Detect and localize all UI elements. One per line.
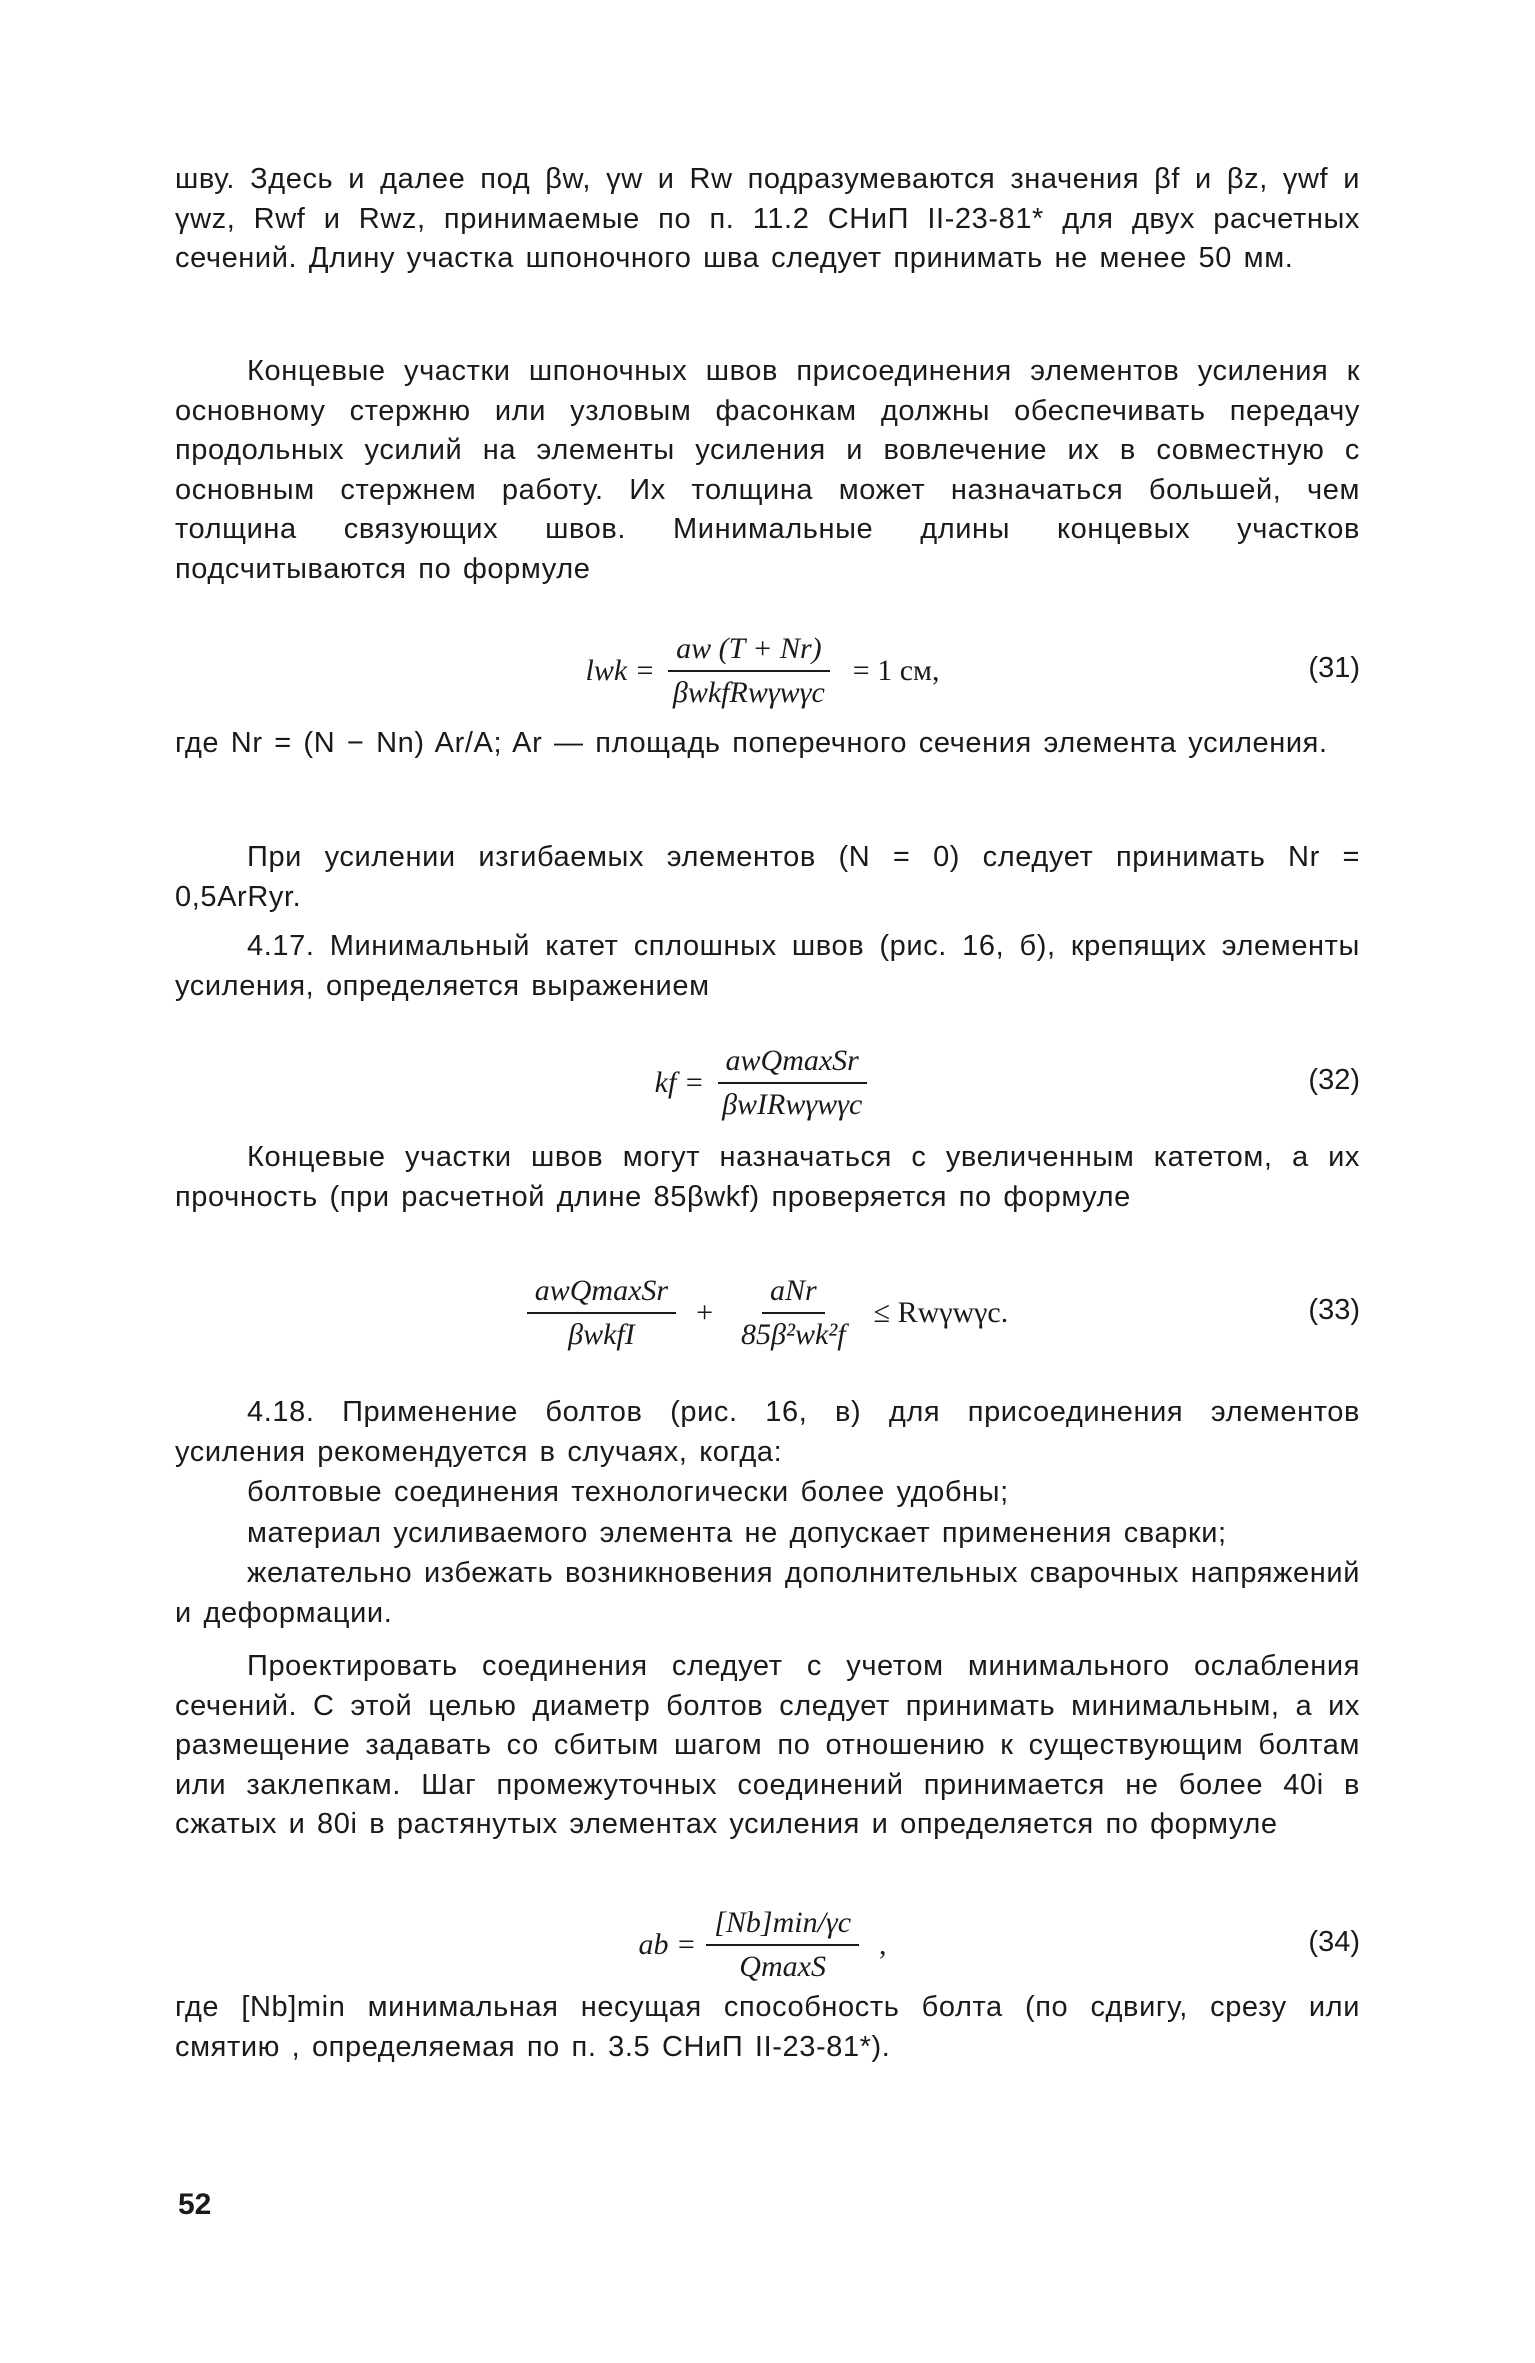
formula-33-numerator-1: awQmaxSr	[527, 1274, 676, 1314]
paragraph-section-4-17: 4.17. Минимальный катет сплошных швов (рис. 16, б), крепящих элементы усиления, определяется выражением	[175, 930, 1360, 1002]
formula-33-rhs: ≤ Rwγwγc.	[873, 1296, 1009, 1329]
formula-34	[175, 1890, 1360, 2000]
formula-33-number: (33)	[1308, 1294, 1360, 1326]
formula-32-denominator: βwIRwγwγc	[722, 1088, 863, 1121]
formula-31	[175, 616, 1360, 726]
paragraph-end-sections: Концевые участки шпоночных швов присоединения элементов усиления к основному стержню или узловым фасонкам должны обеспечивать передачу продольных усилий на элементы усиления и вовлечение их в совместную с основным стержнем работу. Их толщина может назначаться большей, чем толщина связующих швов. Минимальные длины концевых участков подсчитываются по формуле	[175, 355, 1360, 585]
formula-34-expression	[175, 1890, 1360, 2000]
paragraph-end-weld-strength: Концевые участки швов могут назначаться с увеличенным катетом, а их прочность (при расчетной длине 85βwkf) проверяется по формуле	[175, 1141, 1360, 1213]
formula-31-denominator: βwkfRwγwγc	[672, 676, 825, 709]
formula-33	[175, 1258, 1360, 1368]
formula-31-lhs: lwk =	[585, 654, 655, 687]
formula-33-expression	[175, 1258, 1360, 1368]
paragraph-bolt-capacity: где [Nb]min минимальная несущая способность болта (по сдвигу, срезу или смятию , определяемая по п. 3.5 СНиП II-23-81*).	[175, 1991, 1360, 2063]
formula-32-lhs: kf =	[654, 1066, 705, 1099]
formula-34-numerator: [Nb]min/γc	[706, 1906, 859, 1946]
formula-31-expression	[175, 616, 1360, 726]
formula-32-fraction	[714, 1044, 870, 1122]
paragraph-section-4-18: 4.18. Применение болтов (рис. 16, в) для присоединения элементов усиления рекомендуется в случаях, когда:	[175, 1396, 1360, 1468]
formula-31-number: (31)	[1308, 652, 1360, 684]
paragraph-joint-design: Проектировать соединения следует с учетом минимального ослабления сечений. С этой целью диаметр болтов следует принимать минимальным, а их размещение задавать со сбитым шагом по отношению к существующим болтам или заклепкам. Шаг промежуточных соединений принимается не более 40i в сжатых и 80i в растянутых элементах усиления и определяется по формуле	[175, 1650, 1360, 1840]
formula-33-numerator-2: aNr	[762, 1274, 825, 1314]
formula-33-fraction-2	[733, 1274, 854, 1352]
formula-34-number: (34)	[1308, 1926, 1360, 1958]
formula-34-denominator: QmaxS	[739, 1950, 826, 1983]
formula-33-denominator-2: 85β²wk²f	[741, 1318, 846, 1351]
formula-32-expression	[175, 1028, 1360, 1138]
paragraph-nr-definition: где Nr = (N − Nn) Ar/A; Ar — площадь поперечного сечения элемента усиления.	[175, 727, 1328, 759]
list-item-bolted-joints: болтовые соединения технологически более удобны;	[247, 1476, 1009, 1508]
formula-33-plus: +	[696, 1296, 714, 1329]
paragraph-bending-elements: При усилении изгибаемых элементов (N = 0) следует принимать Nr = 0,5ArRyr.	[175, 841, 1360, 913]
formula-31-fraction	[665, 632, 833, 710]
formula-32	[175, 1028, 1360, 1138]
page-number: 52	[178, 2188, 212, 2221]
formula-33-denominator-1: βwkfI	[568, 1318, 635, 1351]
formula-33-fraction-1	[527, 1274, 676, 1352]
list-item-avoid-stresses: желательно избежать возникновения дополнительных сварочных напряжений и деформации.	[175, 1557, 1360, 1629]
formula-34-fraction	[706, 1906, 859, 1984]
formula-31-numerator: aw (T + Nr)	[668, 632, 830, 672]
list-item-no-welding: материал усиливаемого элемента не допускает применения сварки;	[247, 1517, 1227, 1549]
formula-34-lhs: ab =	[638, 1928, 697, 1961]
formula-34-rhs: ,	[879, 1928, 887, 1961]
formula-32-numerator: awQmaxSr	[718, 1044, 867, 1084]
formula-31-rhs: = 1 см,	[852, 654, 940, 687]
paragraph-weld-definitions: шву. Здесь и далее под βw, γw и Rw подразумеваются значения βf и βz, γwf и γwz, Rwf и Rwz, принимаемые по п. 11.2 СНиП II-23-81* для двух расчетных сечений. Длину участка шпоночного шва следует принимать не менее 50 мм.	[175, 163, 1360, 274]
formula-32-number: (32)	[1308, 1064, 1360, 1096]
